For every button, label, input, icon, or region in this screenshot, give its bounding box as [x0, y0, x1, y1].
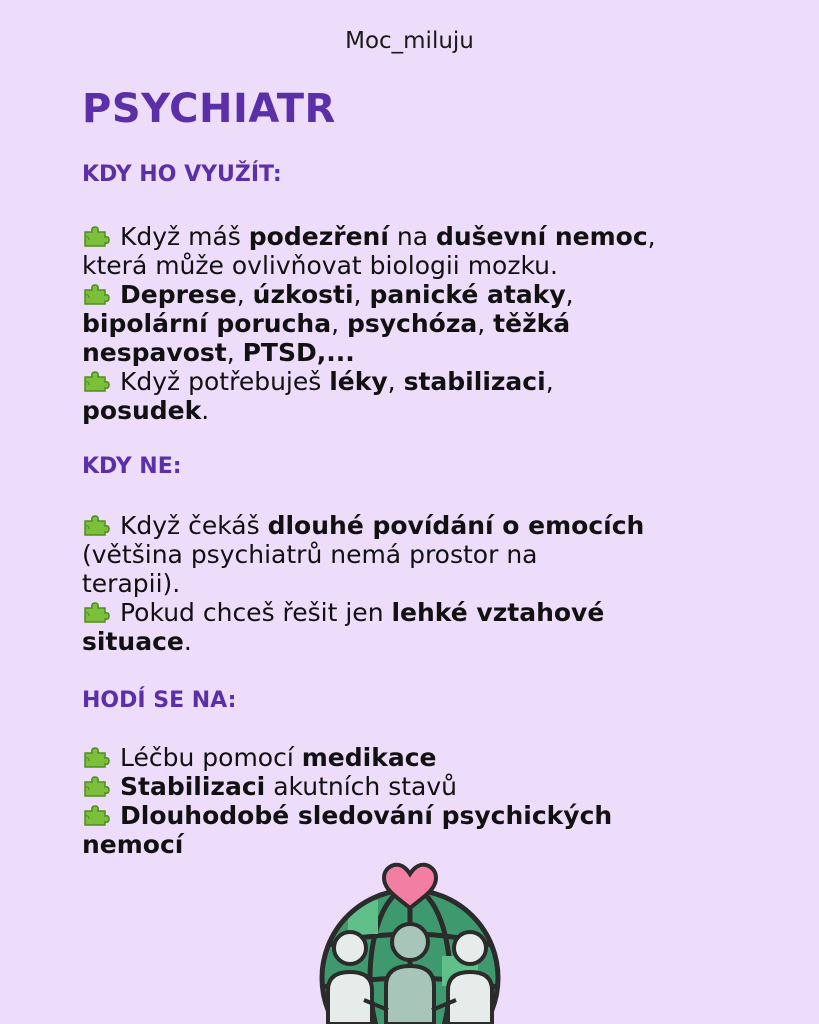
list-item: [82, 743, 782, 772]
bold-text: léky: [329, 367, 388, 396]
bold-text: psychóza: [346, 309, 478, 338]
list-item-line: [82, 569, 782, 598]
list-item-line: [82, 309, 782, 338]
list-item-line: [82, 367, 782, 396]
list-item-line: [82, 627, 782, 656]
puzzle-piece-icon: [82, 774, 112, 798]
heading-when-to-use: KDY HO VYUŽÍT:: [82, 162, 282, 187]
puzzle-piece-icon: [82, 369, 112, 393]
list-item-line: [82, 251, 782, 280]
text-segment: ,: [387, 367, 404, 396]
list-item-line: [82, 540, 782, 569]
text-segment: (většina psychiatrů nemá prostor na: [82, 540, 538, 569]
list-item: [82, 801, 782, 859]
bold-text: medikace: [301, 743, 437, 772]
puzzle-piece-icon: [82, 513, 112, 537]
globe-people-heart-icon: [308, 860, 512, 1024]
puzzle-piece-icon: [82, 282, 112, 306]
text-segment: ,: [226, 338, 243, 367]
list-item: [82, 280, 782, 367]
text-segment: ,: [331, 309, 347, 338]
bold-text: stabilizaci: [403, 367, 546, 396]
list-item-line: [82, 396, 782, 425]
list-item-line: [82, 222, 782, 251]
text-segment: Když potřebuješ: [120, 367, 330, 396]
list-item: [82, 772, 782, 801]
puzzle-piece-icon: [82, 224, 112, 248]
bold-text: bipolární porucha: [82, 309, 332, 338]
text-segment: ,: [353, 280, 370, 309]
bold-text: PTSD,...: [242, 338, 355, 367]
text-segment: která může ovlivňovat biologii mozku.: [82, 251, 558, 280]
list-item: [82, 598, 782, 656]
list-item: [82, 222, 782, 280]
bold-text: duševní nemoc: [435, 222, 648, 251]
puzzle-piece-icon: [82, 600, 112, 624]
list-item-line: [82, 743, 782, 772]
text-segment: ,: [236, 280, 253, 309]
list-when-not: [82, 511, 782, 656]
text-segment: ,: [545, 367, 554, 396]
list-item-line: [82, 338, 782, 367]
heading-when-not: KDY NE:: [82, 454, 182, 479]
bold-text: těžká: [493, 309, 571, 338]
puzzle-piece-icon: [82, 803, 112, 827]
text-segment: ,: [565, 280, 574, 309]
text-segment: Pokud chceš řešit jen: [120, 598, 392, 627]
bold-text: Dlouhodobé sledování psychických: [120, 801, 613, 830]
bold-text: podezření: [248, 222, 389, 251]
bold-text: úzkosti: [252, 280, 354, 309]
list-item-line: [82, 830, 782, 859]
text-segment: .: [183, 627, 192, 656]
list-item-line: [82, 801, 782, 830]
text-segment: Když čekáš: [120, 511, 268, 540]
list-item-line: [82, 280, 782, 309]
text-segment: Když máš: [120, 222, 249, 251]
page-title: PSYCHIATR: [82, 86, 336, 132]
text-segment: na: [388, 222, 436, 251]
list-item-line: [82, 772, 782, 801]
bold-text: panické ataky: [369, 280, 566, 309]
text-segment: Léčbu pomocí: [120, 743, 302, 772]
puzzle-piece-icon: [82, 745, 112, 769]
heading-suitable-for: HODÍ SE NA:: [82, 688, 237, 713]
bold-text: dlouhé povídání o emocích: [267, 511, 645, 540]
text-segment: .: [201, 396, 210, 425]
bold-text: Stabilizaci: [120, 772, 266, 801]
bold-text: nemocí: [82, 830, 184, 859]
bold-text: situace: [82, 627, 184, 656]
text-segment: ,: [477, 309, 494, 338]
bold-text: nespavost: [82, 338, 227, 367]
list-when-to-use: [82, 222, 782, 425]
list-suitable-for: [82, 743, 782, 859]
bold-text: Deprese: [120, 280, 237, 309]
list-item: [82, 511, 782, 598]
text-segment: terapii).: [82, 569, 181, 598]
author-handle: Moc_miluju: [345, 28, 474, 54]
list-item-line: [82, 598, 782, 627]
list-item-line: [82, 511, 782, 540]
bold-text: lehké vztahové: [391, 598, 605, 627]
bold-text: posudek: [82, 396, 202, 425]
text-segment: akutních stavů: [265, 772, 457, 801]
list-item: [82, 367, 782, 425]
text-segment: ,: [647, 222, 656, 251]
